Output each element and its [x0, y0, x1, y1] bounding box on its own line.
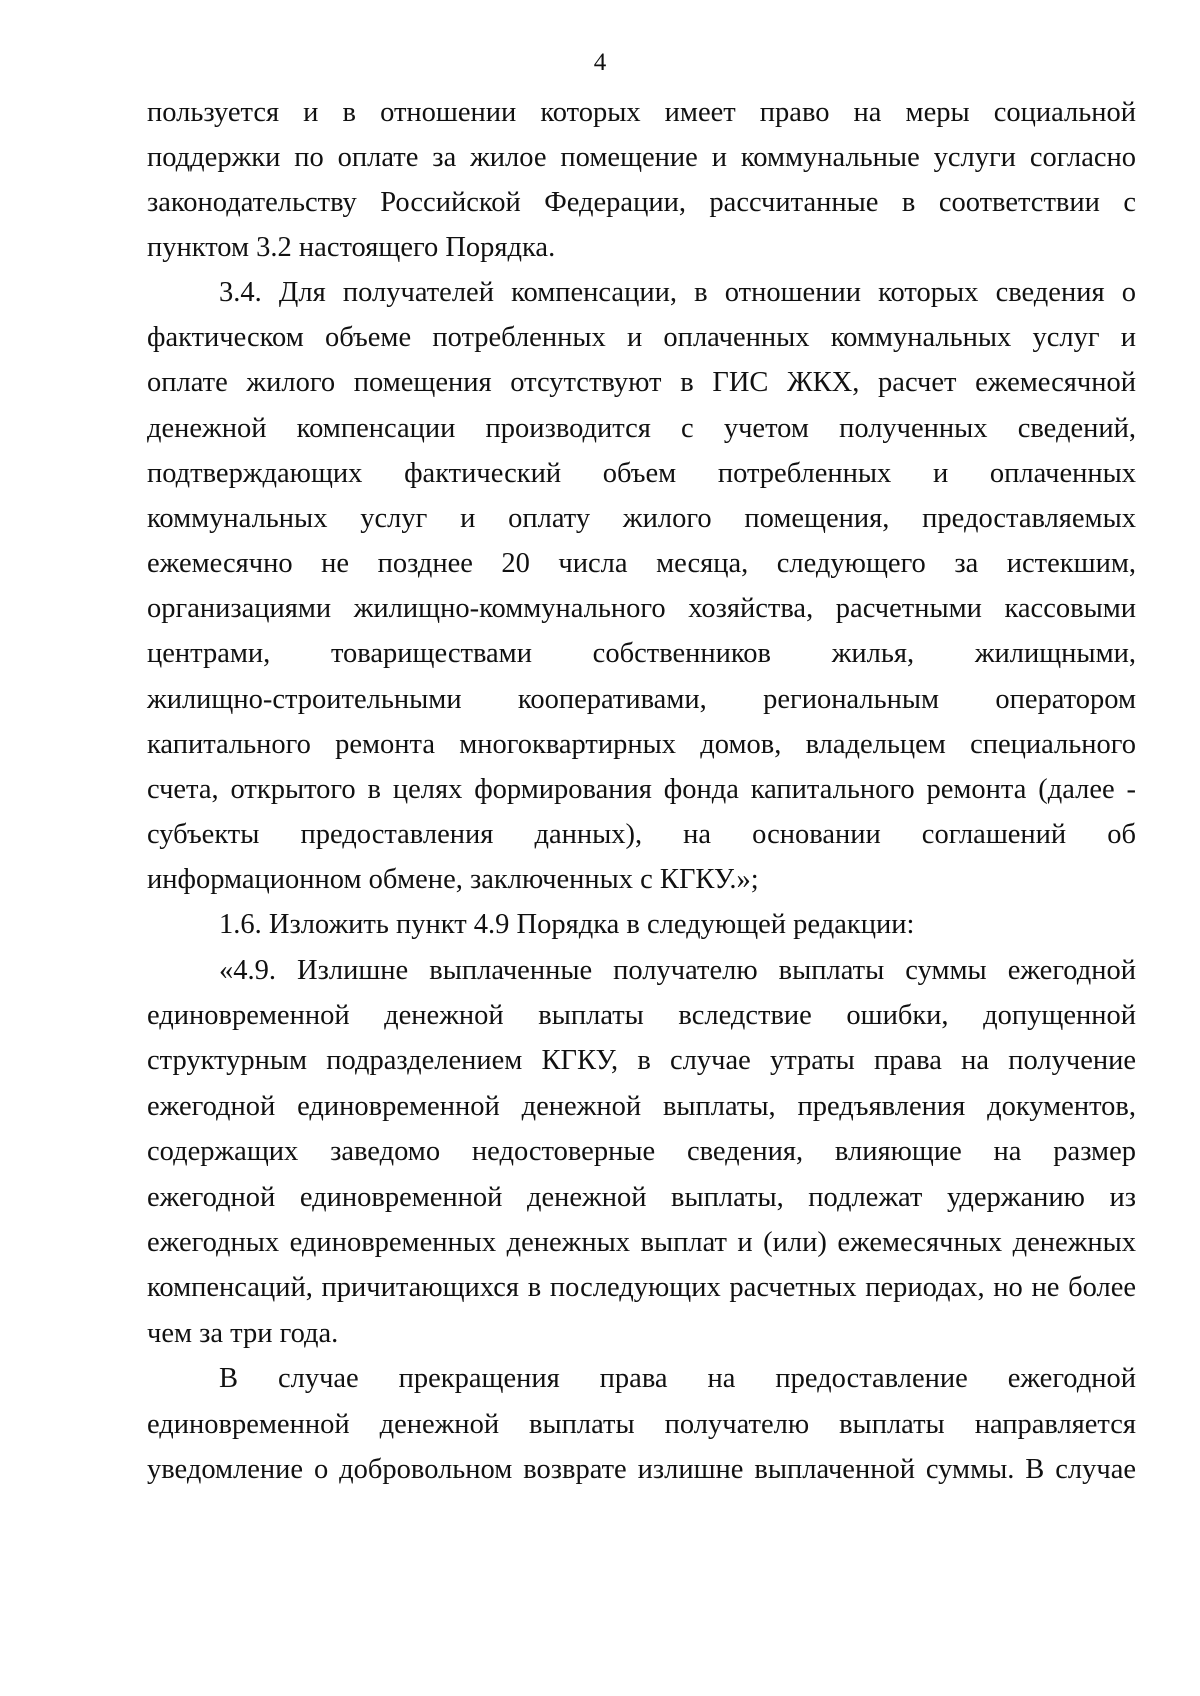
text-line: ежегодных единовременных денежных выплат и (или) ежемесячных денежных	[147, 1227, 1136, 1258]
text-line: содержащих заведомо недостоверные сведения, влияющие на размер	[147, 1136, 1136, 1167]
text-line: 3.4. Для получателей компенсации, в отношении которых сведения о	[219, 277, 1136, 308]
text-line: капитального ремонта многоквартирных домов, владельцем специального	[147, 729, 1136, 760]
text-line: структурным подразделением КГКУ, в случае утраты права на получение	[147, 1045, 1136, 1076]
text-line: пунктом 3.2 настоящего Порядка.	[147, 232, 556, 263]
text-line: «4.9. Излишне выплаченные получателю выплаты суммы ежегодной	[219, 955, 1136, 986]
text-line: коммунальных услуг и оплату жилого помещения, предоставляемых	[147, 503, 1136, 534]
text-line: ежегодной единовременной денежной выплаты, предъявления документов,	[147, 1091, 1136, 1122]
text-line: компенсаций, причитающихся в последующих расчетных периодах, но не более	[147, 1272, 1136, 1303]
text-line: субъекты предоставления данных), на основании соглашений об	[147, 819, 1136, 850]
text-line: пользуется и в отношении которых имеет право на меры социальной	[147, 97, 1136, 128]
text-line: поддержки по оплате за жилое помещение и коммунальные услуги согласно	[147, 142, 1136, 173]
text-line: В случае прекращения права на предоставление ежегодной	[219, 1363, 1136, 1394]
text-line: счета, открытого в целях формирования фонда капитального ремонта (далее -	[147, 774, 1136, 805]
text-line: 1.6. Изложить пункт 4.9 Порядка в следующей редакции:	[219, 909, 915, 940]
page-number: 4	[593, 49, 607, 76]
text-line: уведомление о добровольном возврате излишне выплаченной суммы. В случае	[147, 1454, 1136, 1485]
text-line: информационном обмене, заключенных с КГКУ.»;	[147, 864, 759, 895]
text-line: законодательству Российской Федерации, рассчитанные в соответствии с	[147, 187, 1136, 218]
text-line: единовременной денежной выплаты вследствие ошибки, допущенной	[147, 1000, 1136, 1031]
text-line: жилищно-строительными кооперативами, региональным оператором	[147, 684, 1136, 715]
text-line: денежной компенсации производится с учетом полученных сведений,	[147, 413, 1136, 444]
text-line: оплате жилого помещения отсутствуют в ГИС ЖКХ, расчет ежемесячной	[147, 367, 1136, 398]
text-line: организациями жилищно-коммунального хозяйства, расчетными кассовыми	[147, 593, 1136, 624]
text-line: центрами, товариществами собственников жилья, жилищными,	[147, 638, 1136, 669]
text-line: фактическом объеме потребленных и оплаченных коммунальных услуг и	[147, 322, 1136, 353]
text-line: ежемесячно не позднее 20 числа месяца, следующего за истекшим,	[147, 548, 1136, 579]
text-line: единовременной денежной выплаты получателю выплаты направляется	[147, 1409, 1136, 1440]
text-line: чем за три года.	[147, 1318, 339, 1349]
text-line: подтверждающих фактический объем потребленных и оплаченных	[147, 458, 1136, 489]
text-line: ежегодной единовременной денежной выплаты, подлежат удержанию из	[147, 1182, 1136, 1213]
